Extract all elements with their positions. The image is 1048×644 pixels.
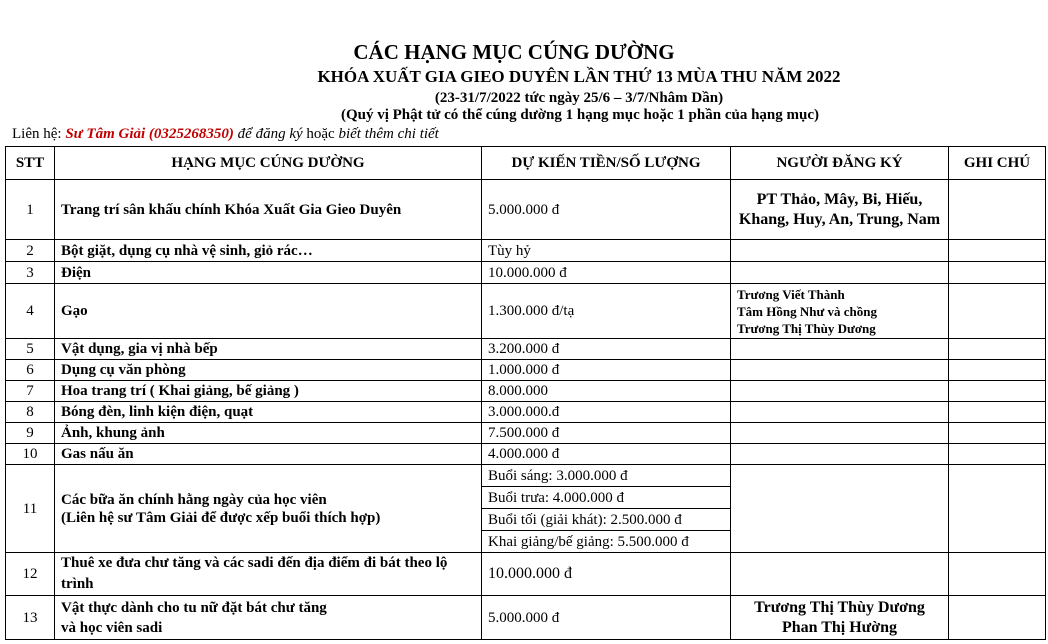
donation-note: (Quý vị Phật tử có thể cúng dường 1 hạng mục hoặc 1 phần của hạng mục) bbox=[340, 107, 820, 123]
header-registrant: NGƯỜI ĐĂNG KÝ bbox=[731, 147, 949, 180]
amount-sub-cell: Khai giảng/bế giảng: 5.500.000 đ bbox=[482, 531, 731, 553]
page-subtitle: KHÓA XUẤT GIA GIEO DUYÊN LẦN THỨ 13 MÙA THU NĂM 2022 bbox=[317, 67, 841, 86]
table-row bbox=[6, 240, 1046, 262]
table-row bbox=[6, 262, 1046, 284]
table-row bbox=[6, 360, 1046, 381]
note-cell bbox=[949, 444, 1046, 465]
item-cell: Dụng cụ văn phòng bbox=[55, 360, 482, 381]
table-row bbox=[6, 596, 1046, 640]
registrant-cell bbox=[731, 402, 949, 423]
item-line: và học viên sadi bbox=[61, 619, 163, 636]
contact-name: Sư Tâm Giải (0325268350) bbox=[65, 126, 234, 142]
stt-cell: 11 bbox=[6, 465, 55, 553]
stt-cell: 6 bbox=[6, 360, 55, 381]
stt-cell: 9 bbox=[6, 423, 55, 444]
item-line: Vật thực dành cho tu nữ đặt bát chư tăng bbox=[61, 599, 327, 616]
registrant-cell bbox=[731, 553, 949, 596]
header-stt: STT bbox=[6, 147, 55, 180]
registrant-cell bbox=[731, 240, 949, 262]
stt-cell: 12 bbox=[6, 553, 55, 596]
stt-cell: 13 bbox=[6, 596, 55, 640]
table-row bbox=[6, 402, 1046, 423]
note-cell bbox=[949, 423, 1046, 444]
note-cell bbox=[949, 553, 1046, 596]
amount-cell: 7.500.000 đ bbox=[482, 423, 731, 444]
contact-more-text: biết thêm chi tiết bbox=[338, 126, 439, 142]
item-cell: Trang trí sân khấu chính Khóa Xuất Gia Gieo Duyên bbox=[55, 180, 482, 240]
table-row bbox=[6, 465, 1046, 487]
header-amount: DỰ KIẾN TIỀN/SỐ LƯỢNG bbox=[482, 147, 731, 180]
note-cell bbox=[949, 596, 1046, 640]
stt-cell: 4 bbox=[6, 284, 55, 339]
amount-cell: 10.000.000 đ bbox=[482, 262, 731, 284]
amount-cell: 3.200.000 đ bbox=[482, 339, 731, 360]
amount-sub-cell: Buổi trưa: 4.000.000 đ bbox=[482, 487, 731, 509]
registrant-line: Trương Thị Thùy Dương bbox=[754, 598, 925, 616]
amount-cell: 8.000.000 bbox=[482, 381, 731, 402]
stt-cell: 3 bbox=[6, 262, 55, 284]
registrant-line: Trương Thị Thùy Dương bbox=[737, 320, 876, 336]
item-cell: Gas nấu ăn bbox=[55, 444, 482, 465]
stt-cell: 8 bbox=[6, 402, 55, 423]
table-row bbox=[6, 553, 1046, 596]
registrant-cell bbox=[731, 596, 949, 640]
table-row bbox=[6, 381, 1046, 402]
header-note: GHI CHÚ bbox=[949, 147, 1046, 180]
item-cell: Gạo bbox=[55, 284, 482, 339]
amount-cell: 5.000.000 đ bbox=[482, 180, 731, 240]
note-cell bbox=[949, 465, 1046, 553]
stt-cell: 5 bbox=[6, 339, 55, 360]
registrant-cell: PT Thảo, Mây, Bi, Hiếu, Khang, Huy, An, Trung, Nam bbox=[731, 180, 949, 240]
registrant-cell bbox=[731, 262, 949, 284]
header-item: HẠNG MỤC CÚNG DƯỜNG bbox=[55, 147, 482, 180]
registrant-cell bbox=[731, 444, 949, 465]
date-range: (23-31/7/2022 tức ngày 25/6 – 3/7/Nhâm Dần) bbox=[434, 90, 724, 106]
item-cell bbox=[55, 596, 482, 640]
item-cell: Bóng đèn, linh kiện điện, quạt bbox=[55, 402, 482, 423]
item-cell: Vật dụng, gia vị nhà bếp bbox=[55, 339, 482, 360]
note-cell bbox=[949, 360, 1046, 381]
item-line: (Liên hệ sư Tâm Giải để được xếp buổi thích hợp) bbox=[61, 509, 381, 526]
registrant-line: Trương Viết Thành bbox=[737, 286, 845, 302]
registrant-cell bbox=[731, 465, 949, 553]
table-row bbox=[6, 423, 1046, 444]
item-cell: Điện bbox=[55, 262, 482, 284]
registrant-cell bbox=[731, 381, 949, 402]
contact-or-text: hoặc bbox=[302, 126, 339, 142]
stt-cell: 2 bbox=[6, 240, 55, 262]
table-row bbox=[6, 180, 1046, 240]
table-row bbox=[6, 444, 1046, 465]
amount-cell: 1.000.000 đ bbox=[482, 360, 731, 381]
registrant-cell bbox=[731, 423, 949, 444]
item-cell bbox=[55, 465, 482, 553]
amount-sub-cell: Buổi tối (giải khát): 2.500.000 đ bbox=[482, 509, 731, 531]
item-cell: Hoa trang trí ( Khai giảng, bế giảng ) bbox=[55, 381, 482, 402]
note-cell bbox=[949, 262, 1046, 284]
contact-line bbox=[12, 126, 439, 143]
note-cell bbox=[949, 284, 1046, 339]
item-cell: Thuê xe đưa chư tăng và các sadi đến địa điểm đi bát theo lộ trình bbox=[55, 553, 482, 596]
note-cell bbox=[949, 180, 1046, 240]
donation-table bbox=[5, 146, 1046, 640]
table-row bbox=[6, 284, 1046, 339]
amount-cell: Tùy hỷ bbox=[482, 240, 731, 262]
item-line: Các bữa ăn chính hằng ngày của học viên bbox=[61, 491, 327, 508]
stt-cell: 10 bbox=[6, 444, 55, 465]
note-cell bbox=[949, 240, 1046, 262]
registrant-cell bbox=[731, 360, 949, 381]
registrant-line: Tâm Hồng Như và chồng bbox=[737, 303, 877, 319]
amount-cell: 4.000.000 đ bbox=[482, 444, 731, 465]
item-cell: Ảnh, khung ảnh bbox=[55, 423, 482, 444]
note-cell bbox=[949, 402, 1046, 423]
table-row bbox=[6, 339, 1046, 360]
contact-label: Liên hệ: bbox=[12, 126, 66, 142]
contact-register-text: để đăng ký bbox=[233, 126, 303, 142]
registrant-cell bbox=[731, 339, 949, 360]
note-cell bbox=[949, 381, 1046, 402]
table-header-row bbox=[6, 147, 1046, 180]
registrant-cell bbox=[731, 284, 949, 339]
stt-cell: 1 bbox=[6, 180, 55, 240]
amount-cell: 5.000.000 đ bbox=[482, 596, 731, 640]
amount-cell: 1.300.000 đ/tạ bbox=[482, 284, 731, 339]
amount-cell: 10.000.000 đ bbox=[482, 553, 731, 596]
note-cell bbox=[949, 339, 1046, 360]
item-cell: Bột giặt, dụng cụ nhà vệ sinh, giỏ rác… bbox=[55, 240, 482, 262]
amount-cell: 3.000.000.đ bbox=[482, 402, 731, 423]
page-title: CÁC HẠNG MỤC CÚNG DƯỜNG bbox=[353, 40, 675, 64]
stt-cell: 7 bbox=[6, 381, 55, 402]
registrant-line: Phan Thị Hường bbox=[781, 618, 898, 636]
amount-sub-cell: Buổi sáng: 3.000.000 đ bbox=[482, 465, 731, 487]
